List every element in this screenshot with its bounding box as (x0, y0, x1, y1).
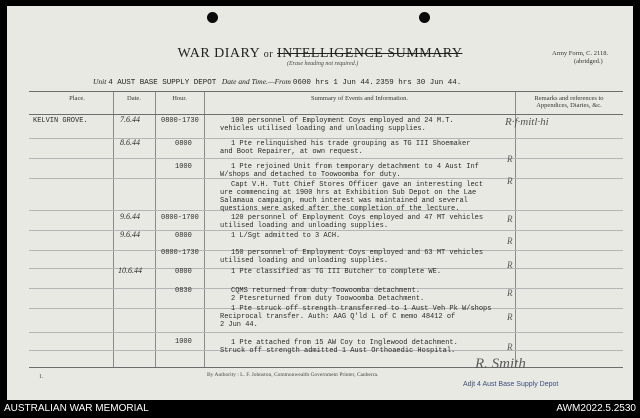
entry-line: W/shops and detached to Toowoomba for duty. (220, 171, 401, 179)
handwritten-initials: R (507, 214, 513, 224)
header-date: Date. (127, 95, 141, 102)
war-diary-sheet (7, 6, 633, 400)
entry-line: 100 personnel of Employment Coys employed and 24 M.T. (231, 117, 454, 125)
entry-line: ure commencing at 1900 hrs at Exhibition Sub Depot on the Lae (220, 189, 477, 197)
entry-line: Struck off strength admitted 1 Aust Orthoaedic Hospital. (220, 347, 456, 355)
unit-label: Unit (93, 77, 107, 86)
entry-line: 2 Jun 44. (220, 321, 258, 329)
handwritten-initials: R (507, 154, 513, 164)
handwritten-initials: R (507, 236, 513, 246)
entry-hour: 0800 (175, 140, 192, 148)
handwritten-initials: R·f·mitl·hi (505, 116, 549, 128)
entry-date: 10.6.44 (118, 266, 142, 275)
entry-line: 1 Pte struck off strength transferred to 1 Aust Veh Pk W/shops (231, 305, 492, 313)
printer-note: By Authority : L. F. Johnston, Commonwealth Government Printer, Canberra. (207, 372, 379, 378)
erase-note: (Erase heading not required.) (287, 61, 359, 67)
entry-hour: 1000 (175, 163, 192, 171)
entry-line: 1 Pte relinquished his trade grouping as TG III Shoemaker (231, 140, 471, 148)
form-line1: Army Form, C. 2118. (552, 50, 609, 57)
entry-hour: 0800 (175, 268, 192, 276)
form-line2: (abridged.) (574, 58, 603, 65)
entry-line: vehicles utilised loading and unloading supplies. (220, 125, 426, 133)
entry-hour: 0800-1730 (161, 117, 199, 125)
entry-line: 1 Pte classified as TG III Butcher to complete WE. (231, 268, 442, 276)
entry-hour: 0800 (175, 232, 192, 240)
title-or: or (263, 49, 274, 60)
form-number (552, 50, 608, 66)
entry-date: 9.6.44 (120, 212, 140, 221)
caption-left: AUSTRALIAN WAR MEMORIAL (4, 403, 149, 414)
punch-hole (419, 12, 430, 23)
handwritten-initials: R (507, 288, 513, 298)
header-hour: Hour. (172, 95, 187, 102)
entry-line: Salamaua campaign, much interest was maintained and several (220, 197, 468, 205)
date-from: 0600 hrs 1 Jun 44. (292, 79, 374, 87)
datetime-label: Date and Time.—From (221, 77, 291, 86)
handwritten-initials: R (507, 176, 513, 186)
page-mark: 1. (39, 374, 44, 380)
caption-right: AWM2022.5.2530 (556, 403, 636, 414)
entry-line: CQMS returned from duty Toowoomba detachment. (231, 287, 421, 295)
entry-date: 9.6.44 (120, 230, 140, 239)
title-main: WAR DIARY (177, 46, 260, 61)
entry-line: utilised loading and unloading supplies. (220, 222, 389, 230)
entry-hour: 0800-1700 (161, 214, 199, 222)
entry-line: 1 Pte attached from 15 AW Coy to Inglewood detachment. (231, 339, 458, 347)
entry-line: and Boot Repairer, at own request. (220, 148, 363, 156)
handwritten-initials: R (507, 342, 513, 352)
header-summary: Summary of Events and Information. (311, 95, 408, 102)
date-to: 2359 hrs 30 Jun 44. (375, 79, 462, 87)
entry-line: Capt V.H. Tutt Chief Stores Officer gave an interesting lect (231, 181, 484, 189)
handwritten-signature: R. Smith (475, 356, 526, 372)
unit-line (93, 77, 461, 87)
punch-hole (207, 12, 218, 23)
entry-line: utilised loading and unloading supplies. (220, 257, 389, 265)
title-struck: INTELLIGENCE SUMMARY (277, 46, 463, 61)
entry-date: 7.6.44 (120, 115, 140, 124)
entry-line: Reciprocal transfer. Auth: AAG Q'ld L of C memo 48412 of (220, 313, 456, 321)
header-remarks: Remarks and references to Appendices, Diaries, &c. (534, 95, 604, 109)
entry-line: 2 Ptesreturned from duty Toowoomba Detachment. (231, 295, 425, 303)
entry-line: 150 personnel of Employment Coys employed and 63 MT vehicles (231, 249, 484, 257)
unit-name: 4 AUST BASE SUPPLY DEPOT (108, 79, 217, 87)
entry-line: 1 L/Sgt admitted to 3 ACH. (231, 232, 341, 240)
entry-hour: 0800-1730 (161, 249, 199, 257)
entry-line: 1 Pte rejoined Unit from temporary detachment to 4 Aust Inf (231, 163, 479, 171)
entry-place: KELVIN GROVE. (33, 117, 88, 125)
adjutant-stamp: Adjt 4 Aust Base Supply Depot (463, 381, 559, 388)
entry-line: questions were asked after the completion of the lecture. (220, 205, 460, 213)
entry-hour: 0830 (175, 287, 192, 295)
handwritten-initials: R (507, 312, 513, 322)
entry-hour: 1000 (175, 338, 192, 346)
caption-bar (0, 402, 640, 418)
entry-line: 120 personnel of Employment Coys employed and 47 MT vehicles (231, 214, 484, 222)
handwritten-initials: R (507, 260, 513, 270)
entry-date: 8.6.44 (120, 138, 140, 147)
page-title (7, 46, 633, 62)
header-place: Place. (69, 95, 85, 102)
